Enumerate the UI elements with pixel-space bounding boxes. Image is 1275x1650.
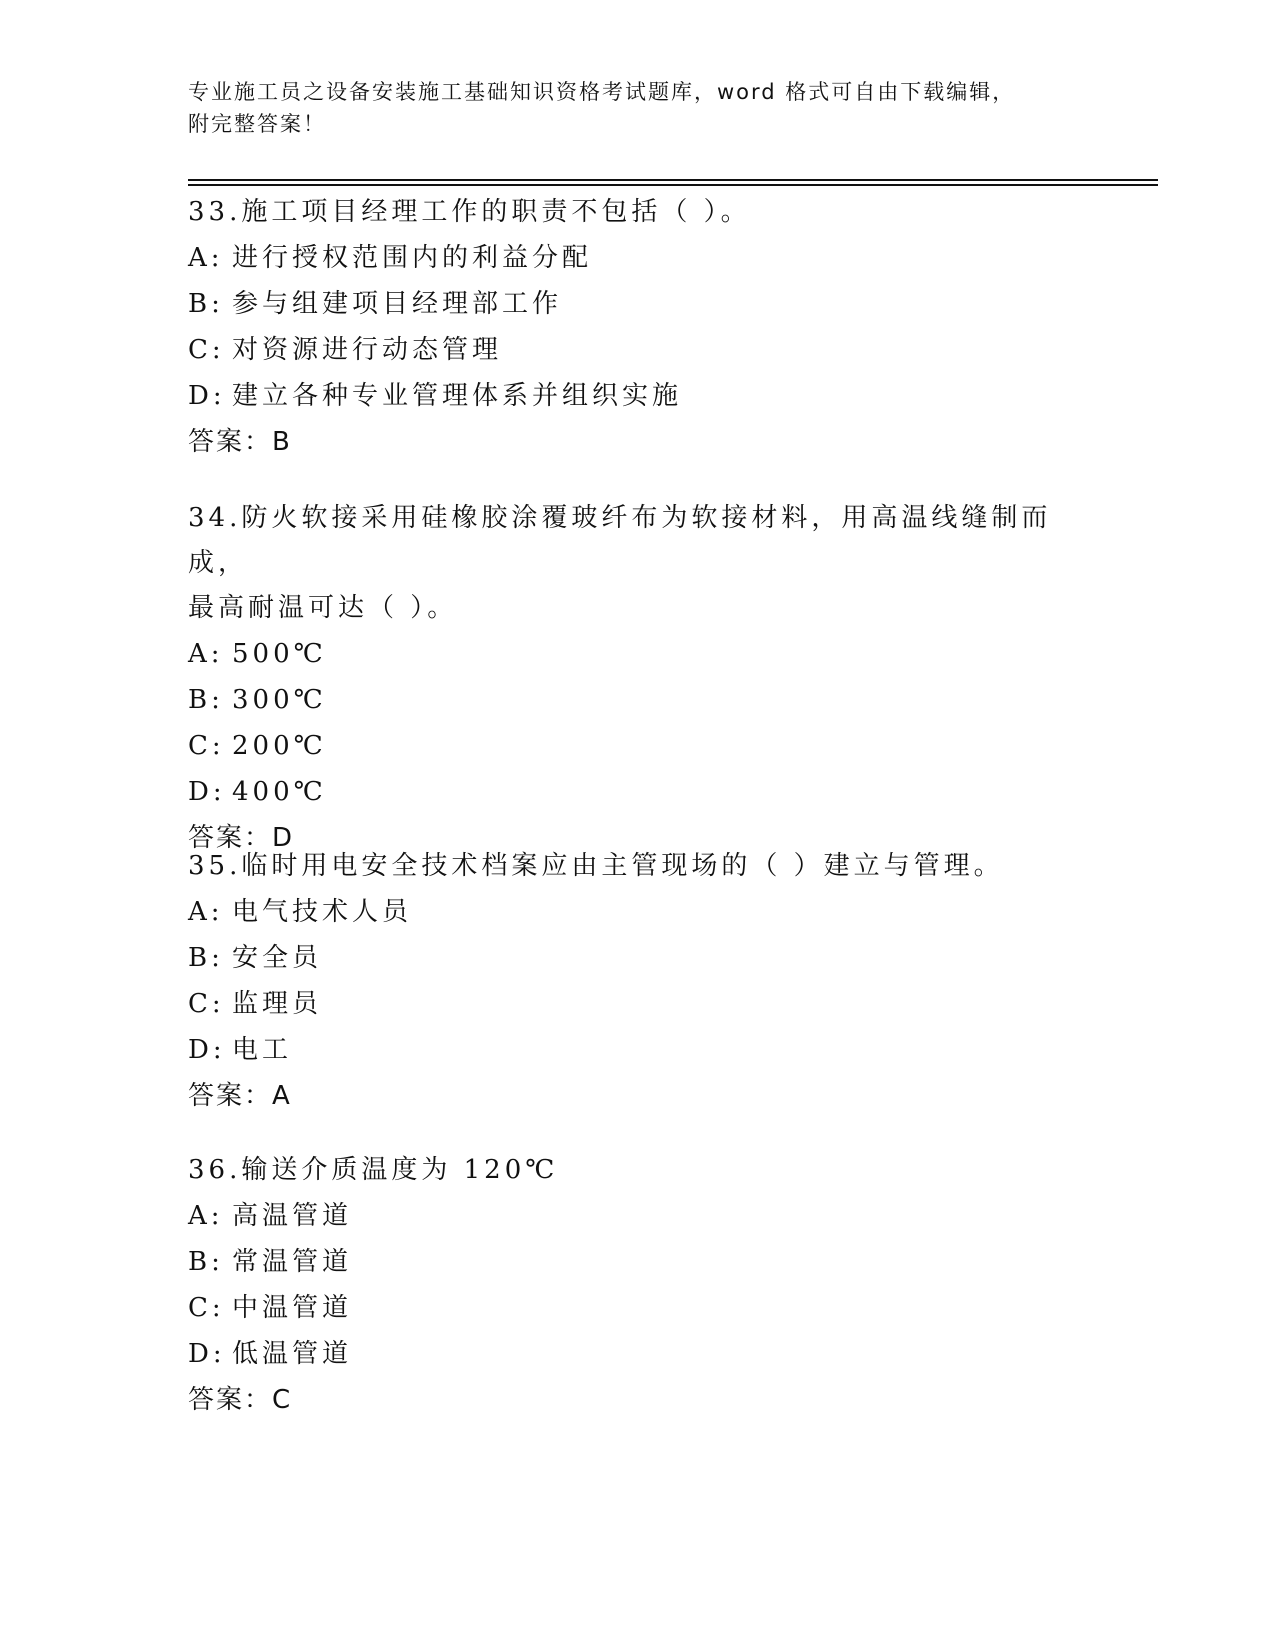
question-35	[188, 844, 1108, 1119]
question-stem-line: 36.输送介质温度为 120℃	[188, 1155, 559, 1185]
option-text: 监理员	[232, 989, 323, 1019]
option-a	[188, 889, 1108, 935]
option-b	[188, 281, 1108, 327]
option-text: 高温管道	[232, 1201, 353, 1231]
option-letter: D:	[188, 1035, 226, 1065]
answer-line: 答案：D	[188, 823, 295, 853]
option-letter: C:	[188, 731, 225, 761]
question-stem	[188, 1148, 1108, 1193]
option-letter: A:	[188, 897, 224, 927]
question-stem	[188, 190, 1108, 235]
answer-line: 答案：B	[188, 427, 292, 457]
option-text: 200℃	[232, 731, 327, 761]
option-text: 常温管道	[232, 1247, 353, 1277]
option-b	[188, 677, 1108, 723]
option-b	[188, 935, 1108, 981]
option-letter: A:	[188, 1201, 224, 1231]
header-line-2: 附完整答案！	[188, 112, 326, 136]
option-text: 300℃	[232, 685, 327, 715]
option-d	[188, 1027, 1108, 1073]
answer-line: 答案：C	[188, 1385, 293, 1415]
option-d	[188, 1331, 1108, 1377]
option-letter: C:	[188, 1293, 225, 1323]
question-36	[188, 1148, 1108, 1423]
option-text: 进行授权范围内的利益分配	[232, 243, 593, 273]
option-text: 400℃	[232, 777, 327, 807]
option-c	[188, 723, 1108, 769]
header-divider-bottom	[188, 184, 1158, 186]
option-c	[188, 327, 1108, 373]
question-stem-line: 33.施工项目经理工作的职责不包括（ ）。	[188, 197, 751, 227]
question-stem	[188, 844, 1108, 889]
option-letter: B:	[188, 1247, 224, 1277]
option-letter: C:	[188, 335, 225, 365]
question-stem-line: 最高耐温可达（ ）。	[188, 593, 458, 623]
option-b	[188, 1239, 1108, 1285]
option-text: 中温管道	[232, 1293, 353, 1323]
option-letter: B:	[188, 685, 224, 715]
option-letter: D:	[188, 777, 226, 807]
option-text: 低温管道	[232, 1339, 353, 1369]
option-text: 对资源进行动态管理	[232, 335, 503, 365]
option-text: 500℃	[232, 639, 327, 669]
option-letter: C:	[188, 989, 225, 1019]
question-34	[188, 496, 1108, 861]
option-letter: D:	[188, 381, 226, 411]
option-d	[188, 373, 1108, 419]
option-d	[188, 769, 1108, 815]
option-c	[188, 1285, 1108, 1331]
question-stem	[188, 496, 1108, 631]
document-header	[188, 76, 1088, 140]
question-33	[188, 190, 1108, 465]
option-letter: B:	[188, 289, 224, 319]
question-stem-line: 34.防火软接采用硅橡胶涂覆玻纤布为软接材料，用高温线缝制而成，	[188, 503, 1052, 578]
option-text: 参与组建项目经理部工作	[232, 289, 563, 319]
option-a	[188, 235, 1108, 281]
option-letter: D:	[188, 1339, 226, 1369]
option-text: 电工	[232, 1035, 293, 1065]
option-letter: B:	[188, 943, 224, 973]
header-line-1: 专业施工员之设备安装施工基础知识资格考试题库，word 格式可自由下载编辑，	[188, 80, 1016, 104]
header-divider-top	[188, 179, 1158, 181]
option-a	[188, 1193, 1108, 1239]
option-letter: A:	[188, 243, 224, 273]
option-text: 电气技术人员	[232, 897, 413, 927]
option-letter: A:	[188, 639, 224, 669]
option-a	[188, 631, 1108, 677]
option-text: 安全员	[232, 943, 323, 973]
option-text: 建立各种专业管理体系并组织实施	[232, 381, 683, 411]
option-c	[188, 981, 1108, 1027]
question-stem-line: 35.临时用电安全技术档案应由主管现场的（ ）建立与管理。	[188, 851, 1004, 881]
answer-line: 答案：A	[188, 1081, 292, 1111]
